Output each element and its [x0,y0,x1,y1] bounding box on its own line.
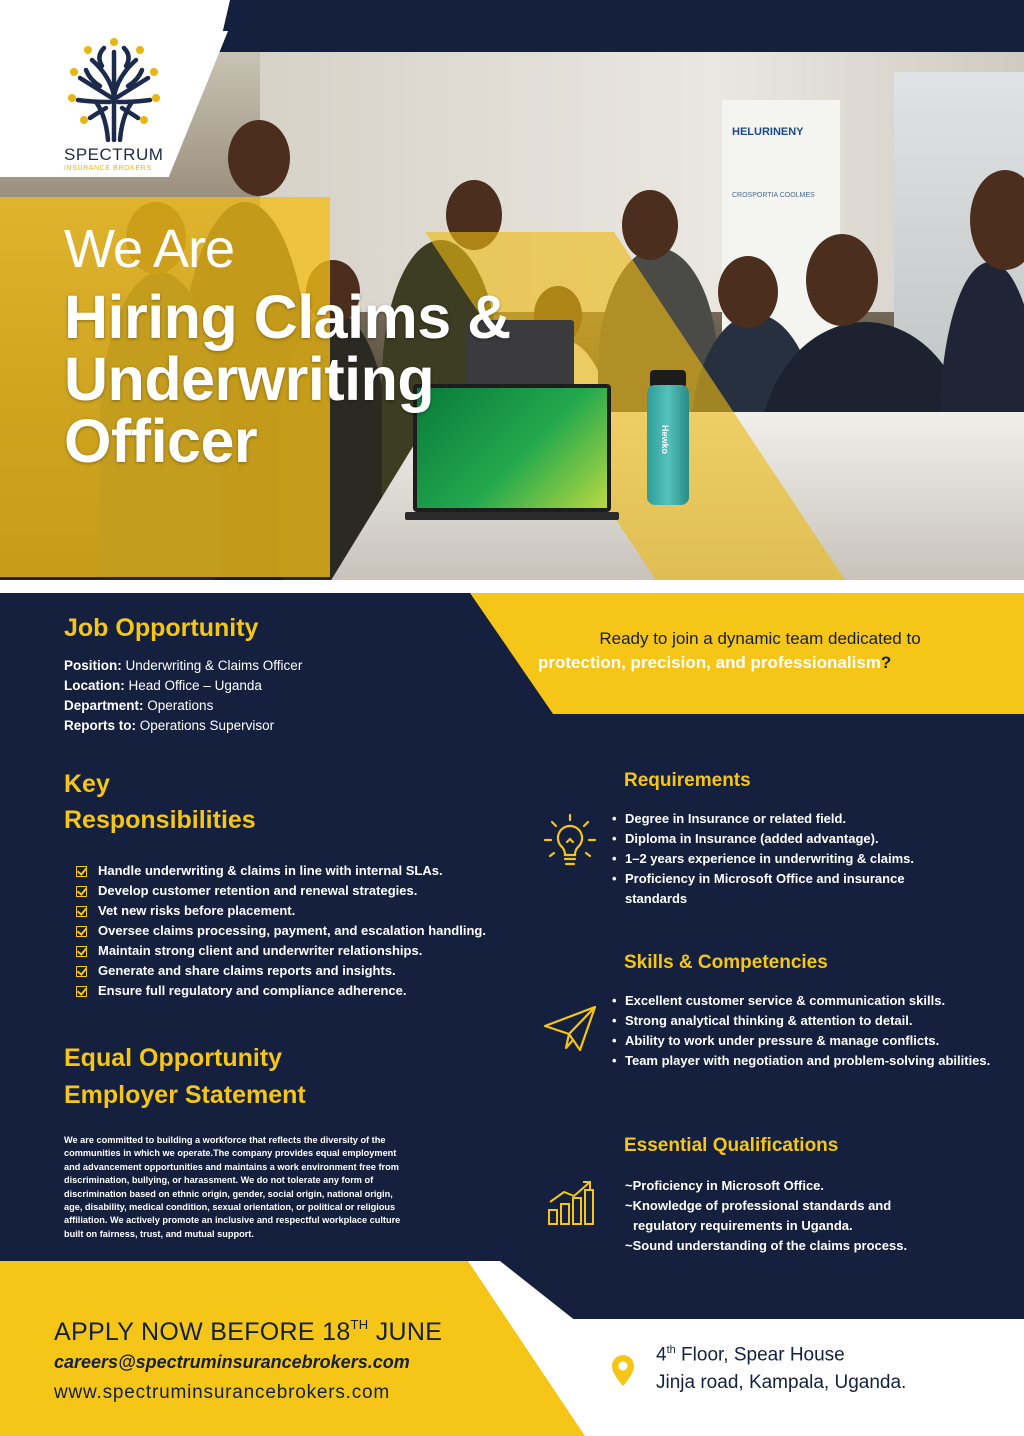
checkbox-icon [76,946,87,957]
statement-line: built on fairness, trust, and mutual support. [64,1228,254,1239]
statement-line: discrimination, bullying, or harassment. We do not tolerate any form of [64,1175,374,1186]
spectrum-tree-logo [66,36,162,142]
list-item: • Diploma in Insurance (added advantage). [612,829,1002,849]
requirements-list [612,809,1002,909]
list-item [76,901,486,921]
cta-line2 [538,653,891,673]
list-item: ~Proficiency in Microsoft Office. [625,1178,825,1193]
responsibility-text: Ensure full regulatory and compliance adherence. [98,983,407,998]
requirements-heading: Requirements [624,770,751,791]
statement-line: communities in which we operate.The company provides equal employment [64,1148,397,1159]
list-item [76,941,486,961]
checkbox-icon [76,906,87,917]
statement-line: age, disability, medical condition, sexual orientation, or political or religious [64,1202,396,1213]
job-details [64,656,302,736]
bottle-label: Hewko [660,425,670,455]
cta-emphasis: protection, precision, and professionalism [538,653,881,672]
address-ordinal: th [666,1344,676,1356]
equal-opportunity-heading [64,1040,306,1114]
address-floor: 4 [656,1344,667,1366]
checkbox-icon [76,886,87,897]
list-item: • Strong analytical thinking & attention to detail. [612,1011,1002,1031]
person-8-head [806,234,878,326]
list-item [76,961,486,981]
list-item-continuation: regulatory requirements in Uganda. [633,1218,853,1233]
responsibility-text: Generate and share claims reports and insights. [98,963,396,978]
job-detail-row [64,656,302,676]
job-detail-row [64,716,302,736]
checkbox-icon [76,866,87,877]
equal-opportunity-heading-line2: Employer Statement [64,1081,306,1109]
address-line2: Jinja road, Kampala, Uganda. [656,1372,907,1393]
job-detail-label: Reports to: [64,718,136,733]
careers-email-link[interactable]: careers@spectruminsurancebrokers.com [54,1352,410,1372]
qualifications-list [625,1176,1005,1256]
logo-wordmark: SPECTRUM [64,145,164,164]
list-item: • Excellent customer service & communication skills. [612,991,1002,1011]
responsibility-text: Develop customer retention and renewal strategies. [98,883,418,898]
lightbulb-icon [542,812,598,870]
apply-prefix: APPLY NOW BEFORE 18 [54,1318,351,1346]
list-item: • 1–2 years experience in underwriting & claims. [612,849,1002,869]
equal-opportunity-heading-line1: Equal Opportunity [64,1044,283,1072]
checkbox-icon [76,966,87,977]
apply-deadline [54,1318,442,1347]
job-detail-label: Position: [64,658,122,673]
list-item: ~Knowledge of professional standards and [625,1198,892,1213]
growth-chart-icon [546,1178,598,1226]
skills-heading: Skills & Competencies [624,952,828,973]
qualifications-heading: Essential Qualifications [624,1135,839,1156]
job-detail-row [64,676,302,696]
statement-line: affiliation. We actively promote an inclusive and respectful workplace culture [64,1215,401,1226]
checkbox-icon [76,926,87,937]
job-detail-value: Head Office – Uganda [128,678,262,693]
responsibilities-heading-line2: Responsibilities [64,806,256,834]
statement-line: and advancement opportunities and maintains a work environment free from [64,1161,399,1172]
list-item: • Ability to work under pressure & manage conflicts. [612,1031,1002,1051]
person-6-head [622,190,678,260]
responsibilities-list [76,861,486,1001]
hero-line1: We Are [64,219,235,279]
address-line1 [656,1344,845,1366]
person-1-head [228,120,290,196]
job-heading: Job Opportunity [64,614,259,642]
paper-plane-icon [542,1004,598,1054]
apply-ordinal: TH [350,1316,369,1332]
apply-suffix: JUNE [368,1318,443,1346]
list-item [76,861,486,881]
list-item [76,981,486,1001]
list-item [76,921,486,941]
list-item: ~Sound understanding of the claims process. [625,1238,908,1253]
job-detail-row [64,696,302,716]
checkbox-icon [76,986,87,997]
hero-title: Hiring Claims & Underwriting Officer [64,283,511,476]
statement-line: We are committed to building a workforce that reflects the diversity of the [64,1135,386,1145]
location-pin-icon [609,1353,637,1389]
person-7-head [718,256,778,328]
equal-opportunity-statement [64,1134,484,1241]
responsibilities-heading [64,766,364,838]
cta-line1: Ready to join a dynamic team dedicated to [599,629,921,648]
laptop-base [405,512,619,520]
list-item [76,881,486,901]
skills-list [612,991,1002,1071]
water-bottle [647,385,689,505]
list-item: • Team player with negotiation and problem-solving abilities. [612,1051,992,1071]
list-item: • Proficiency in Microsoft Office and insurance standards [612,869,952,909]
statement-line: discrimination based on ethnic origin, gender, social origin, national origin, [64,1188,393,1199]
logo-tagline: INSURANCE BROKERS [64,165,152,172]
job-detail-value: Operations Supervisor [139,718,275,733]
job-detail-value: Operations [147,698,214,713]
cta-question-mark: ? [880,653,892,672]
address-building: Floor, Spear House [675,1344,845,1366]
responsibility-text: Maintain strong client and underwriter relationships. [98,943,423,958]
responsibility-text: Oversee claims processing, payment, and escalation handling. [98,923,486,938]
job-detail-label: Location: [64,678,125,693]
job-detail-label: Department: [64,698,144,713]
banner-subtext: CROSPORTIA COOLMES [732,192,815,199]
job-detail-value: Underwriting & Claims Officer [125,658,303,673]
responsibilities-heading-line1: Key [64,770,110,798]
responsibility-text: Handle underwriting & claims in line with internal SLAs. [98,863,443,878]
footer-navy-band [500,1261,1024,1319]
responsibility-text: Vet new risks before placement. [98,903,296,918]
website-link[interactable]: www.spectruminsurancebrokers.com [54,1382,391,1403]
list-item: • Degree in Insurance or related field. [612,809,1002,829]
banner-text: HELURINENY [732,126,804,138]
